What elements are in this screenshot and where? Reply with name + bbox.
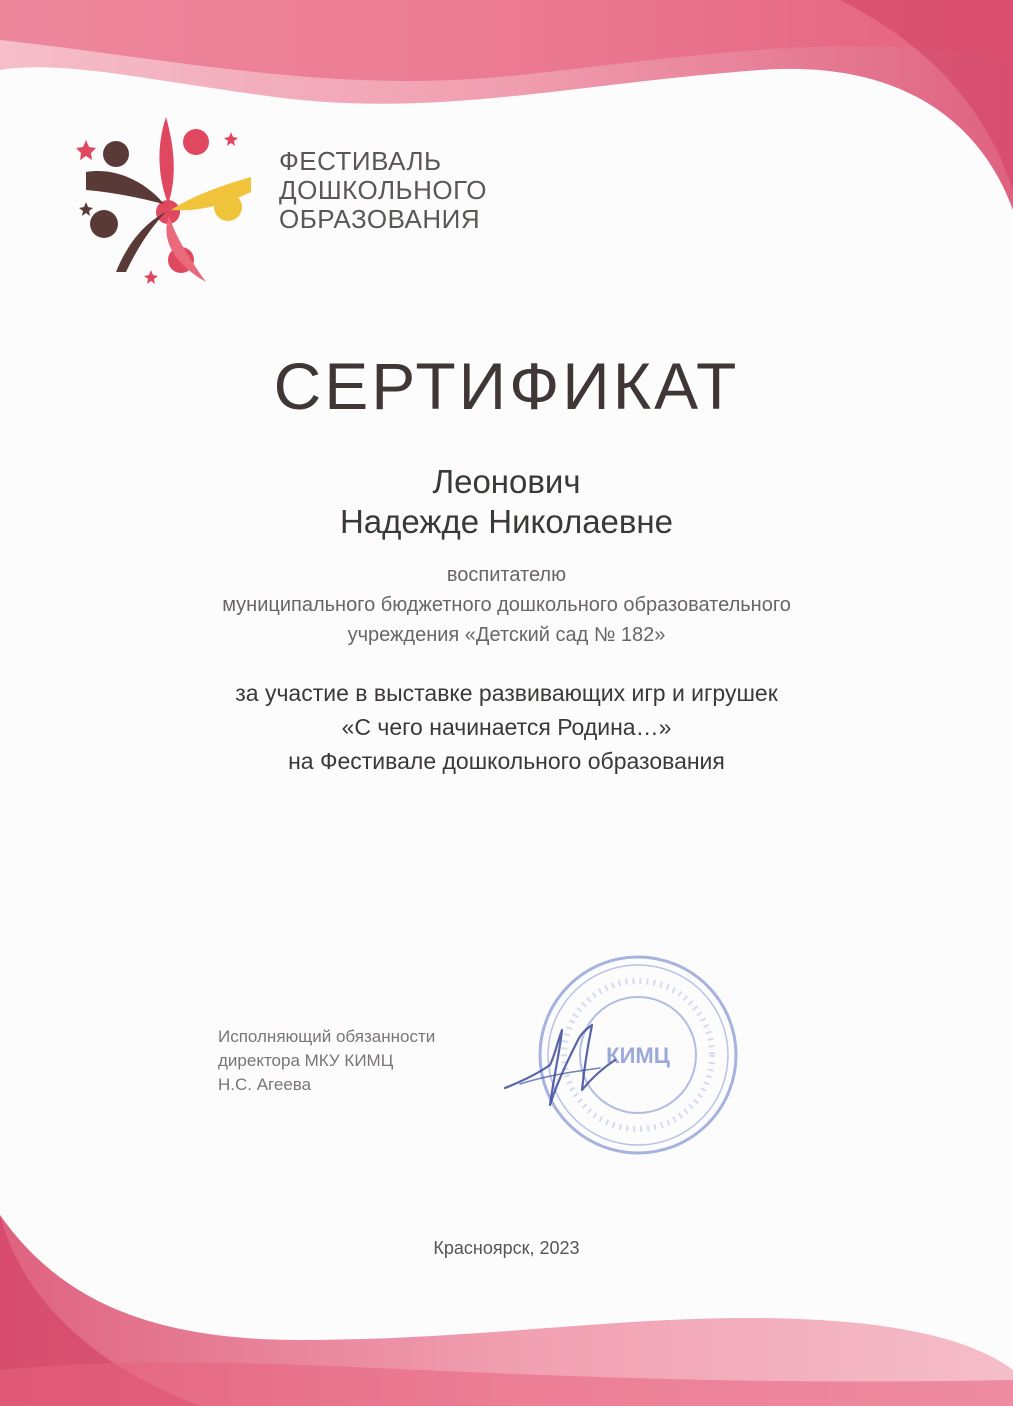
award-reason	[0, 676, 1013, 778]
festival-name	[279, 147, 487, 234]
signature-icon	[500, 1010, 620, 1120]
festival-name-line-1: ФЕСТИВАЛЬ	[279, 146, 442, 176]
signer-line-1: Исполняющий обязанности	[218, 1027, 436, 1046]
recipient-name	[0, 462, 1013, 542]
festival-logo-icon	[76, 112, 256, 287]
position-role: воспитателю	[446, 564, 567, 586]
recipient-given-names: Надежде Николаевне	[339, 503, 674, 540]
position-org-line-2: учреждения «Детский сад № 182»	[347, 624, 666, 646]
festival-name-line-3: ОБРАЗОВАНИЯ	[279, 204, 481, 234]
certificate-title: СЕРТИФИКАТ	[273, 349, 740, 423]
reason-line-2: «С чего начинается Родина…»	[341, 714, 672, 740]
signer-block	[218, 1025, 435, 1097]
reason-line-3: на Фестивале дошкольного образования	[288, 748, 725, 774]
place-and-year: Красноярск, 2023	[433, 1238, 580, 1258]
recipient-position	[0, 560, 1013, 650]
signer-line-2: директора МКУ КИМЦ	[218, 1051, 394, 1070]
reason-line-1: за участие в выставке развивающих игр и игрушек	[235, 680, 778, 706]
festival-name-line-2: ДОШКОЛЬНОГО	[279, 175, 487, 205]
recipient-surname: Леонович	[432, 463, 581, 500]
stamp-text: КИМЦ	[606, 1043, 670, 1068]
signer-line-3: Н.С. Агеева	[218, 1075, 312, 1094]
position-org-line-1: муниципального бюджетного дошкольного образовательного	[222, 594, 791, 616]
